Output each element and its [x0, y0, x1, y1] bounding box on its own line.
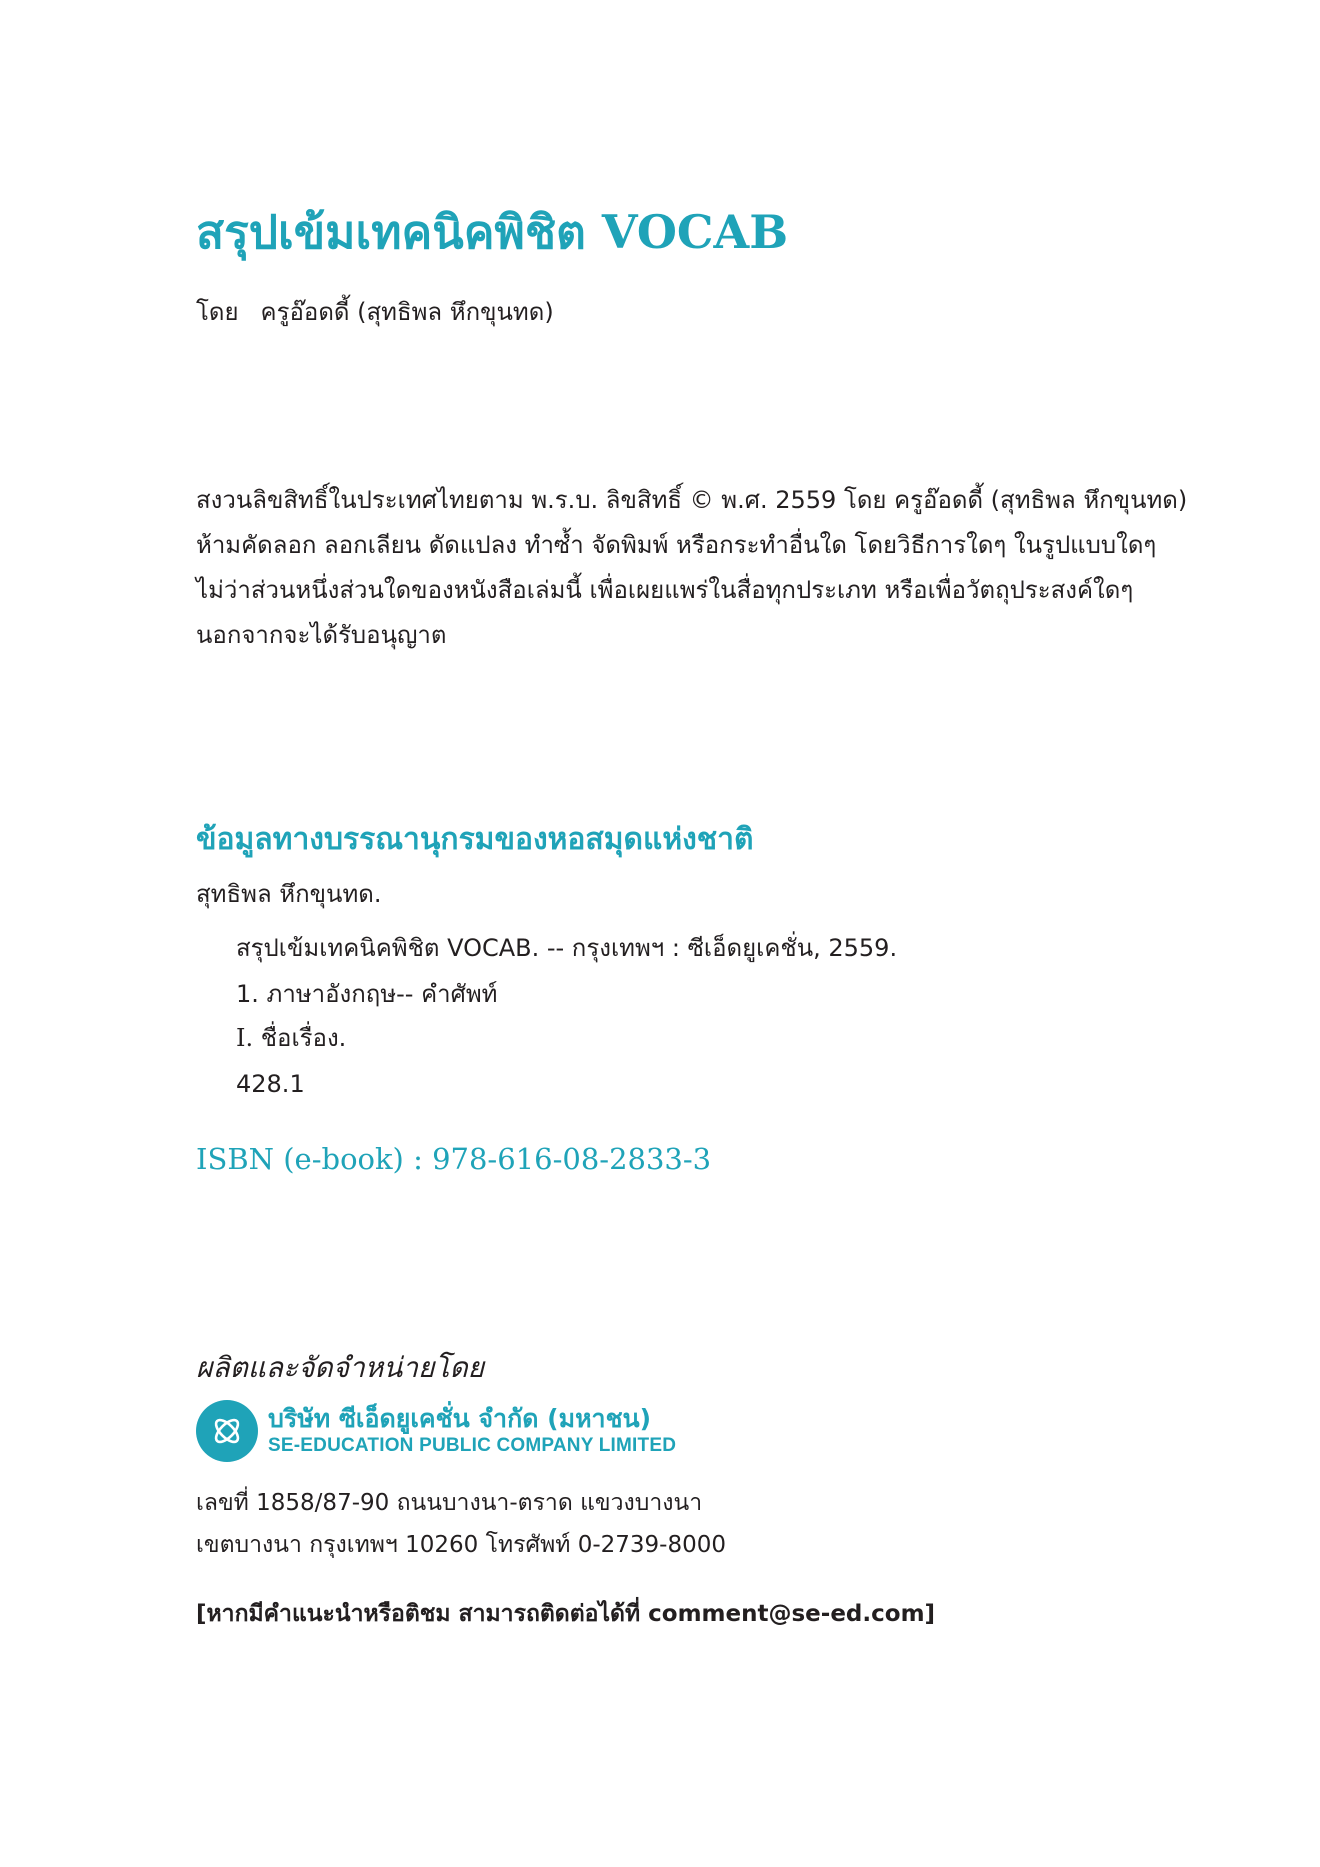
copyright-line: นอกจากจะได้รับอนุญาต [196, 621, 447, 649]
copyright-notice [196, 478, 1256, 658]
publisher-names [268, 1404, 676, 1458]
publisher-name-english: SE-EDUCATION PUBLIC COMPANY LIMITED [268, 1435, 677, 1456]
publisher-brand [196, 1398, 676, 1464]
isbn: ISBN (e-book) : 978-616-08-2833-3 [196, 1142, 712, 1176]
by-label: โดย [196, 298, 239, 326]
publisher-name-thai: บริษัท ซีเอ็ดยูเคชั่น จำกัด (มหาชน) [268, 1404, 652, 1433]
catalog-title-label: ชื่อเรื่อง. [260, 1024, 347, 1052]
copyright-line: สงวนลิขสิทธิ์ในประเทศไทยตาม พ.ร.บ. ลิขสิทธิ์ © พ.ศ. 2559 โดย ครูอ๊อดดี้ (สุทธิพล หึกขุนทด) [196, 486, 1188, 514]
feedback-contact: [หากมีคำแนะนำหรือติชม สามารถติดต่อได้ที่ comment@se-ed.com] [196, 1601, 936, 1627]
produced-by-label: ผลิตและจัดจำหน่ายโดย [196, 1351, 485, 1384]
address-line-2: เขตบางนา กรุงเทพฯ 10260 โทรศัพท์ 0-2739-8000 [196, 1532, 727, 1558]
catalog-heading: ข้อมูลทางบรรณานุกรมของหอสมุดแห่งชาติ [196, 822, 754, 857]
copyright-line: ไม่ว่าส่วนหนึ่งส่วนใดของหนังสือเล่มนี้ เพื่อเผยแพร่ในสื่อทุกประเภท หรือเพื่อวัตถุประสงค์ใดๆ [196, 576, 1134, 604]
author-name: ครูอ๊อดดี้ (สุทธิพล หึกขุนทด) [260, 298, 554, 326]
author-line [196, 292, 554, 331]
catalog-entry: สรุปเข้มเทคนิคพิชิต VOCAB. -- กรุงเทพฯ : ซีเอ็ดยูเคชั่น, 2559. [236, 934, 898, 962]
copyright-line: ห้ามคัดลอก ลอกเลียน ดัดแปลง ทำซ้ำ จัดพิมพ์ หรือกระทำอื่นใด โดยวิธีการใดๆ ในรูปแบบใดๆ [196, 531, 1157, 559]
catalog-classification: 428.1 [236, 1070, 305, 1098]
catalog-title-entry [236, 1018, 346, 1057]
address-line-1: เลขที่ 1858/87-90 ถนนบางนา-ตราด แขวงบางนา [196, 1490, 703, 1516]
catalog-title-numeral: I. [236, 1024, 254, 1052]
catalog-author: สุทธิพล หึกขุนทด. [196, 880, 382, 908]
se-ed-logo-icon [196, 1400, 258, 1462]
catalog-subject: 1. ภาษาอังกฤษ-- คำศัพท์ [236, 980, 498, 1008]
book-title: สรุปเข้มเทคนิคพิชิต VOCAB [196, 205, 789, 259]
